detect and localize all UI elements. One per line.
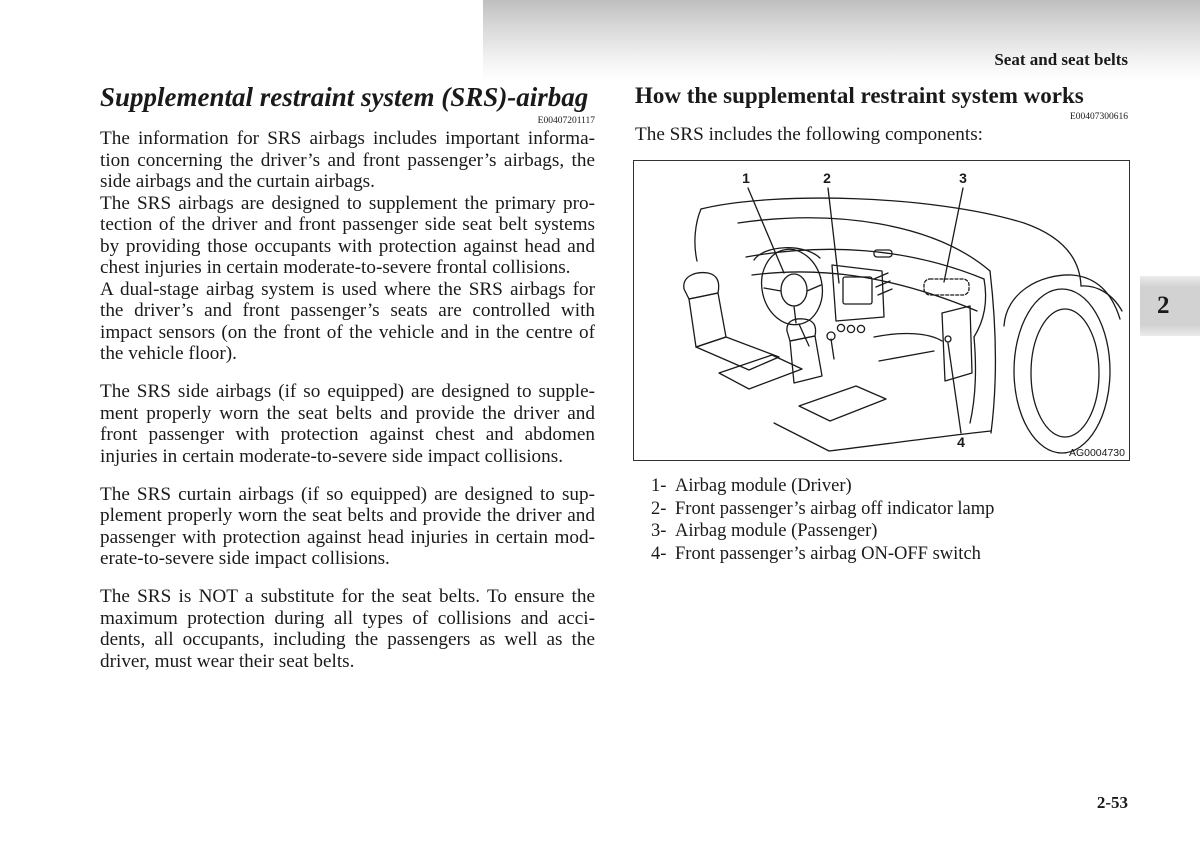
- driver-seat-cushion: [696, 337, 779, 370]
- paragraph: [100, 586, 595, 672]
- text-line: front passenger with protection against chest and abdomen: [100, 424, 595, 446]
- sill-line: [829, 431, 991, 451]
- callout-2: 2: [823, 170, 831, 186]
- text-line: plement properly worn the seat belts and provide the driver and: [100, 505, 595, 527]
- paragraph: [100, 193, 595, 279]
- text-line: The SRS curtain airbags (if so equipped) are designed to sup-: [100, 483, 595, 505]
- control-knob: [837, 324, 844, 331]
- list-item-label: Airbag module (Passenger): [675, 521, 878, 541]
- text-section: [100, 586, 595, 672]
- callout-1: 1: [742, 170, 750, 186]
- text-line: by providing those occupants with protection against head and: [100, 235, 595, 257]
- body-rear-line: [695, 209, 701, 261]
- text-line: passenger with protection against head injuries in certain mod-: [100, 526, 595, 548]
- intro-text: The SRS includes the following components:: [635, 124, 984, 145]
- text-line: ment properly worn the seat belts and provide the driver and: [100, 402, 595, 424]
- page-number: 2-53: [1096, 793, 1128, 812]
- section-title: Seat and seat belts: [994, 50, 1128, 69]
- side-panel: [942, 306, 972, 381]
- gear-lever: [831, 339, 834, 359]
- list-item-number: 1-: [651, 476, 667, 496]
- passenger-seat-back: [790, 336, 822, 383]
- text-line: dents, all occupants, including the passengers as well as the: [100, 629, 595, 651]
- components-list: [651, 475, 994, 565]
- passenger-airbag-outline: [924, 279, 969, 295]
- text-line: erate-to-severe side impact collisions.: [100, 548, 390, 570]
- text-line: The SRS airbags are designed to supplement the primary pro-: [100, 192, 595, 214]
- callout-3: 3: [959, 170, 967, 186]
- list-item: [651, 498, 994, 521]
- text-line: A dual-stage airbag system is used where the SRS airbags for: [100, 278, 595, 300]
- paragraph: [100, 484, 595, 570]
- callout-4: 4: [957, 434, 965, 450]
- text-line: impact sensors (on the front of the vehicle and in the centre of: [100, 321, 595, 343]
- list-item-label: Airbag module (Driver): [675, 476, 852, 496]
- control-knob: [857, 325, 864, 332]
- text-line: driver, must wear their seat belts.: [100, 650, 355, 672]
- list-item: [651, 475, 994, 498]
- dashboard-right-end: [974, 279, 986, 337]
- reference-code: E00407201117: [537, 116, 595, 126]
- steering-column: [799, 324, 809, 346]
- paragraph: [100, 279, 595, 365]
- text-line: side airbags and the curtain airbags.: [100, 171, 375, 193]
- floor-mat: [719, 355, 802, 389]
- steering-wheel-hub: [781, 274, 807, 306]
- text-line: chest injuries in certain moderate-to-severe frontal collisions.: [100, 257, 571, 279]
- control-knob: [847, 325, 854, 332]
- list-item: [651, 543, 994, 566]
- reference-code: E00407300616: [1069, 112, 1128, 122]
- list-item-number: 4-: [651, 543, 667, 564]
- text-section: [100, 381, 595, 467]
- list-item-label: Front passenger’s airbag off indicator lamp: [675, 498, 995, 519]
- text-line: The SRS side airbags (if so equipped) are designed to supple-: [100, 381, 595, 403]
- wheel-rim: [1031, 309, 1099, 437]
- list-item-number: 3-: [651, 521, 667, 541]
- a-pillar: [990, 271, 995, 433]
- body-text: [100, 128, 595, 672]
- subsection-heading: How the supplemental restraint system works: [635, 83, 1084, 108]
- airbag-switch: [945, 336, 951, 342]
- paragraph: [100, 381, 595, 467]
- text-line: tection of the driver and front passenger side seat belt systems: [100, 214, 595, 236]
- dashboard-top: [746, 249, 984, 279]
- figure-frame: [633, 160, 1130, 461]
- passenger-floor-line: [874, 334, 942, 361]
- floor-edge: [774, 423, 829, 451]
- tire: [1014, 289, 1110, 453]
- srs-components-illustration: [634, 161, 1129, 460]
- list-item: [651, 520, 994, 543]
- wheel-arch: [1004, 275, 1120, 326]
- text-line: injuries in certain moderate-to-severe side impact collisions.: [100, 445, 564, 467]
- callout-leader-2: [828, 188, 839, 283]
- text-line: maximum protection during all types of collisions and acci-: [100, 607, 595, 629]
- section-heading: Supplemental restraint system (SRS)-airbag: [100, 82, 589, 112]
- text-line: the driver’s and front passenger’s seats are controlled with: [100, 300, 595, 322]
- list-item-number: 2-: [651, 498, 667, 519]
- floor-mat: [799, 386, 886, 421]
- text-section: [100, 128, 595, 365]
- center-display: [843, 277, 872, 304]
- list-item-label: Front passenger’s airbag ON-OFF switch: [675, 543, 981, 564]
- driver-headrest: [684, 273, 719, 299]
- steering-wheel: [755, 244, 829, 346]
- text-line: the vehicle floor).: [100, 343, 237, 365]
- paragraph: [100, 128, 595, 193]
- text-section: [100, 484, 595, 570]
- figure-id: AG0004730: [1068, 447, 1125, 459]
- chapter-number: 2: [1157, 292, 1170, 319]
- text-line: tion concerning the driver’s and front passenger’s airbags, the: [100, 149, 595, 171]
- callout-leader-4: [948, 343, 961, 433]
- chapter-tab: [1140, 276, 1200, 336]
- text-line: The SRS is NOT a substitute for the seat belts. To ensure the: [100, 586, 595, 608]
- text-line: The information for SRS airbags includes important informa-: [100, 128, 595, 150]
